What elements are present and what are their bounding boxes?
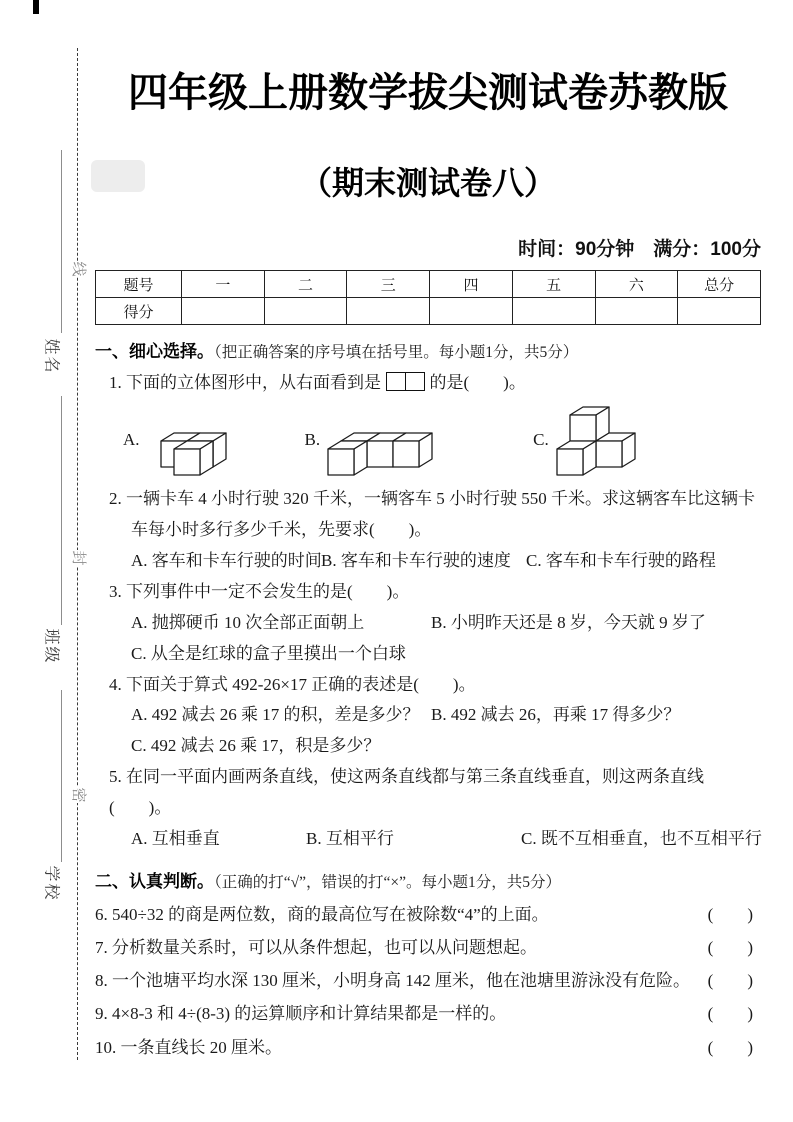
question-2-option-a: A. 客车和卡车行驶的时间 [131,550,322,570]
question-9 [95,997,761,1030]
question-5-options [95,824,761,855]
score-row-label: 得分 [96,298,182,325]
school-write-line [61,690,62,862]
cube-figure-a [145,402,245,478]
seal-char-xian: 线 [70,261,86,277]
question-1-suffix: 的是( )。 [429,372,526,392]
section-one-title: 一、细心选择。 [95,342,214,361]
question-10-answer-paren: ( ) [707,1037,753,1057]
question-2-option-c: C. 客车和卡车行驶的路程 [526,550,716,570]
two-squares-figure [386,372,425,391]
score-table-score-row [96,298,761,325]
seal-char-feng: 封 [70,550,86,566]
question-3-options-row1 [95,608,761,639]
score-cell [347,298,430,325]
time-score-info: 时间：90分钟 满分：100分 [518,239,761,260]
score-col-3: 三 [347,271,430,298]
question-4-option-a: A. 492 减去 26 乘 17 的积，差是多少？ [131,705,420,725]
question-3-options-row2 [95,639,761,670]
question-3-option-a: A. 抛掷硬币 10 次全部正面朝上 [131,612,365,632]
question-5-option-a: A. 互相垂直 [131,829,220,849]
question-4-options-row1 [95,700,761,731]
score-cell [512,298,595,325]
question-5-option-b: B. 互相平行 [306,829,394,849]
square-cell [386,372,406,391]
paper-content [95,0,761,1064]
question-4: 4. 下面关于算式 492-26×17 正确的表述是( )。 [109,674,476,694]
question-5-option-c: C. 既不互相垂直，也不互相平行 [521,829,762,849]
class-write-line [61,396,62,625]
section-one-note: （把正确答案的序号填在括号里。每小题1分，共5分） [214,344,579,361]
section-two-heading [95,867,761,898]
name-write-line [61,150,62,333]
cube-figure-b [325,402,447,478]
score-cell [430,298,513,325]
paper-subtitle: （期末测试卷八） [299,165,556,201]
section-two-note: （正确的打“√”，错误的打“×”。每小题1分，共5分） [214,874,562,892]
question-2-options [95,546,761,577]
question-9-text: 9. 4×8-3 和 4÷(8-3) 的运算顺序和计算结果都是一样的。 [95,1004,507,1024]
question-6 [95,898,761,931]
question-7 [95,931,761,964]
score-cell [264,298,347,325]
school-label: 学校 [42,865,60,902]
score-cell [182,298,265,325]
question-6-text: 6. 540÷32 的商是两位数，商的最高位写在被除数“4”的上面。 [95,905,549,925]
score-col-2: 二 [264,271,347,298]
question-10-text: 10. 一条直线长 20 厘米。 [95,1037,282,1057]
question-10 [95,1031,761,1064]
option-b-label: B. [304,429,321,449]
score-table [95,270,761,325]
question-3-option-b: B. 小明昨天还是 8 岁，今天就 9 岁了 [431,612,706,632]
score-col-4: 四 [430,271,513,298]
question-1 [95,368,761,399]
section-two-title: 二、认真判断。 [95,872,214,892]
question-4-option-c: C. 492 减去 26 乘 17，积是多少？ [131,736,381,756]
question-8-answer-paren: ( ) [707,971,753,991]
question-2: 2. 一辆卡车 4 小时行驶 320 千米，一辆客车 5 小时行驶 550 千米。求这辆客车比这辆卡车每小时多行多少千米，先要求( )。 [109,488,755,539]
option-a-figure [123,402,245,478]
question-3-option-c: C. 从全是红球的盒子里摸出一个白球 [131,643,406,663]
option-c-figure [533,402,654,478]
question-8-text: 8. 一个池塘平均水深 130 厘米，小明身高 142 厘米，他在池塘里游泳没有危险。 [95,971,690,991]
question-4-option-b: B. 492 减去 26，再乘 17 得多少？ [431,705,681,725]
question-3: 3. 下列事件中一定不会发生的是( )。 [109,581,410,601]
cube-figure-c [554,402,654,478]
question-7-text: 7. 分析数量关系时，可以从条件想起，也可以从问题想起。 [95,938,537,958]
score-col-1: 一 [182,271,265,298]
score-cell [678,298,761,325]
paper-title: 四年级上册数学拔尖测试卷苏教版 [128,71,728,115]
score-cell [595,298,678,325]
score-table-corner: 题号 [96,271,182,298]
section-one-heading [95,337,761,368]
question-7-answer-paren: ( ) [707,938,753,958]
square-cell [405,372,425,391]
score-table-header-row [96,271,761,298]
option-a-label: A. [123,429,140,449]
score-col-total: 总分 [678,271,761,298]
seal-char-mi: 密 [70,787,86,803]
score-col-5: 五 [512,271,595,298]
class-label: 班级 [42,628,60,665]
question-5: 5. 在同一平面内画两条直线，使这两条直线都与第三条直线垂直，则这两条直线( )。 [109,767,704,818]
score-col-6: 六 [595,271,678,298]
question-2-option-b: B. 客车和卡车行驶的速度 [321,550,511,570]
page-edge-mark [33,0,39,14]
option-b-figure [305,402,448,478]
option-c-label: C. [533,429,549,449]
question-1-figures [95,402,761,478]
question-4-options-row2 [95,731,761,762]
question-1-prefix: 1. 下面的立体图形中，从右面看到是 [109,372,381,392]
question-8 [95,964,761,997]
question-6-answer-paren: ( ) [707,905,753,925]
question-9-answer-paren: ( ) [707,1004,753,1024]
name-label: 姓名 [42,338,60,375]
